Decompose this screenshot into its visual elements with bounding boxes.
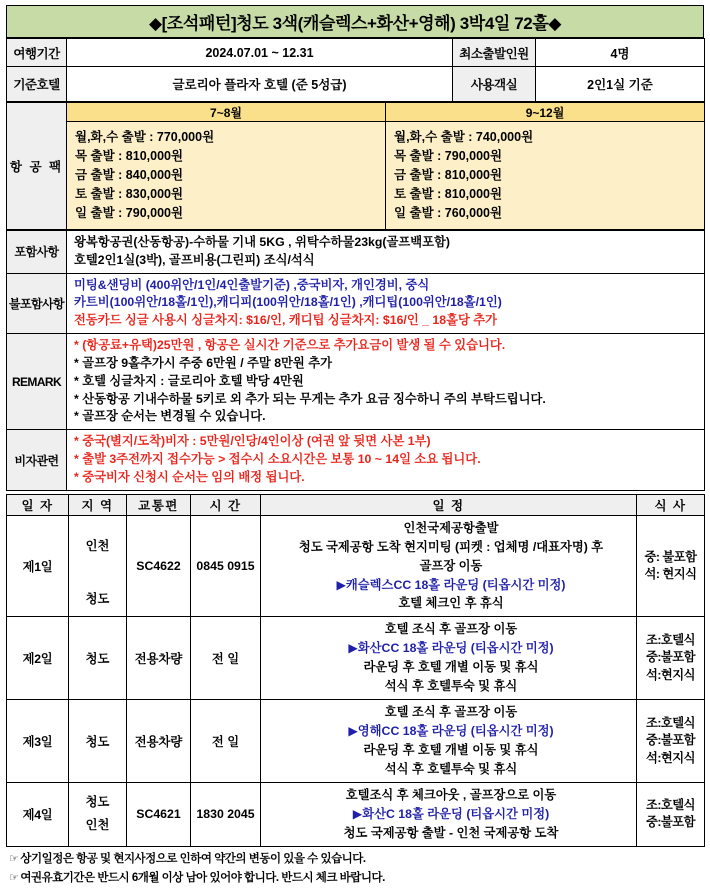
region-destination: 청도 xyxy=(85,592,110,607)
schedule-line: 석식 후 호텔투숙 및 휴식 xyxy=(384,761,518,776)
row-transport: 전용차량 xyxy=(127,617,191,700)
region-destination: 인천 xyxy=(85,818,110,833)
schedule-line: 호텔조식 후 체크아웃 , 골프장으로 이동 xyxy=(345,787,557,802)
min-pax-value: 4명 xyxy=(536,39,705,67)
fare-line: 월,화,수 출발 : 770,000원 xyxy=(75,130,215,144)
row-transport: 전용차량 xyxy=(127,700,191,783)
excluded-row xyxy=(7,273,705,333)
row-meals xyxy=(637,515,705,617)
row-region: 청도 xyxy=(69,700,127,783)
excluded-body xyxy=(67,273,705,333)
row-day: 제3일 xyxy=(7,700,69,783)
remark-row xyxy=(7,334,705,430)
row-time: 전 일 xyxy=(191,700,261,783)
fare-line: 월,화,수 출발 : 740,000원 xyxy=(394,130,534,144)
table-row xyxy=(7,700,705,783)
row-schedule xyxy=(261,515,637,617)
col-header-transport: 교통편 xyxy=(127,494,191,515)
footer-note-text: 여권유효기간은 반드시 6개월 이상 남아 있어야 합니다. 반드시 체크 바랍니다. xyxy=(20,872,385,885)
visa-body xyxy=(67,430,705,490)
footer-note xyxy=(9,850,704,870)
pointing-hand-icon: ☞ xyxy=(9,872,19,885)
remark-line: * (항공료+유택)25만원 , 항공은 실시간 기준으로 추가요금이 발생 될 수 있습니다. xyxy=(74,338,506,353)
fare-line: 금 출발 : 810,000원 xyxy=(394,168,503,182)
region-origin: 청도 xyxy=(85,794,110,809)
pointing-hand-icon: ☞ xyxy=(9,852,19,865)
included-label: 포함사항 xyxy=(7,231,67,274)
schedule-line-highlight: ▶캐슬렉스CC 18홀 라운딩 (티옵시간 미정) xyxy=(336,577,566,592)
hotel-label: 기준호텔 xyxy=(7,67,67,102)
fare-col-0-body xyxy=(67,122,386,230)
row-region: 청도 xyxy=(69,617,127,700)
included-row xyxy=(7,231,705,274)
col-header-day: 일 자 xyxy=(7,494,69,515)
col-header-time: 시 간 xyxy=(191,494,261,515)
fare-line: 목 출발 : 790,000원 xyxy=(394,149,503,163)
schedule-line-highlight: ▶화산C 18홀 라운딩 (티옵시간 미정) xyxy=(352,806,550,821)
schedule-line: 라운딩 후 호텔 개별 이동 및 휴식 xyxy=(363,660,539,675)
remark-label: REMARK xyxy=(7,334,67,430)
region-origin: 인천 xyxy=(85,538,110,553)
hotel-value: 글로리아 플라자 호텔 (준 5성급) xyxy=(67,67,453,102)
room-label: 사용객실 xyxy=(453,67,536,102)
page-title: ◆[조석패턴]청도 3색(캐슬렉스+화산+영해) 3박4일 72홀◆ xyxy=(7,6,704,38)
fare-line: 토 출발 : 830,000원 xyxy=(75,187,184,201)
row-meals xyxy=(637,700,705,783)
remark-line: * 골프장 순서는 변경될 수 있습니다. xyxy=(74,409,266,424)
meal-line: 중:불포함 xyxy=(645,733,696,748)
row-day: 제4일 xyxy=(7,782,69,846)
row-day: 제2일 xyxy=(7,617,69,700)
row-time: 전 일 xyxy=(191,617,261,700)
row-day: 제1일 xyxy=(7,515,69,617)
row-transport: SC4622 xyxy=(127,515,191,617)
remark-line: * 골프장 9홀추가시 주중 6만원 / 주말 8만원 추가 xyxy=(74,355,332,370)
row-meals xyxy=(637,782,705,846)
schedule-line: 호텔 조식 후 골프장 이동 xyxy=(384,705,518,720)
meal-line: 조:호텔식 xyxy=(645,633,696,648)
table-row xyxy=(7,617,705,700)
schedule-line: 골프장 이동 xyxy=(419,558,483,573)
visa-line: * 중국비자 신청시 순서는 임의 배정 됩니다. xyxy=(74,469,305,484)
meal-line: 조:호텔식 xyxy=(645,715,696,730)
footer-note-text: 상기일정은 항공 및 현지사정으로 인하여 약간의 변동이 있을 수 있습니다. xyxy=(20,852,366,865)
row-region xyxy=(69,515,127,617)
schedule-line: 라운딩 후 호텔 개별 이동 및 휴식 xyxy=(363,742,539,757)
room-value: 2인1실 기준 xyxy=(536,67,705,102)
excluded-label: 불포함사항 xyxy=(7,273,67,333)
schedule-line: 청도 국제공항 출발 - 인천 국제공항 도착 xyxy=(343,825,559,840)
fare-line: 목 출발 : 810,000원 xyxy=(75,149,184,163)
schedule-line: 호텔 조식 후 골프장 이동 xyxy=(384,622,518,637)
airfare-table xyxy=(6,102,705,230)
meal-line: 중: 불포함 xyxy=(644,549,697,564)
fare-col-1-body xyxy=(386,122,705,230)
remark-body xyxy=(67,334,705,430)
meal-line: 중:불포함 xyxy=(645,815,696,830)
meal-line: 석:현지식 xyxy=(645,750,696,765)
schedule-line: 청도 국제공항 도착 현지미팅 (피켓 : 업체명 /대표자명) 후 xyxy=(298,539,604,554)
schedule-line: 인천국제공항출발 xyxy=(403,520,499,535)
period-value: 2024.07.01 ~ 12.31 xyxy=(67,39,453,67)
meal-line: 석: 현지식 xyxy=(644,567,697,582)
footer-note xyxy=(9,869,704,889)
footer-notes xyxy=(6,850,704,890)
fare-line: 금 출발 : 840,000원 xyxy=(75,168,184,182)
table-row xyxy=(7,515,705,617)
info-row-period xyxy=(7,39,705,67)
excluded-line: 카트비(100위안/18홀/1인),캐디피(100위안/18홀/1인) ,캐디팁(100위안/18홀/1인) xyxy=(74,295,502,310)
fare-label: 항 공 팩 xyxy=(7,103,67,230)
meal-line: 석:현지식 xyxy=(645,667,696,682)
included-body xyxy=(67,231,705,274)
itinerary-header-row xyxy=(7,494,705,515)
included-line: 왕복항공권(산동항공)-수하물 기내 5KG , 위탁수하물23kg(골프백포함) xyxy=(74,235,450,249)
period-label: 여행기간 xyxy=(7,39,67,67)
schedule-line: 석식 후 호텔투숙 및 휴식 xyxy=(384,679,518,694)
fare-body-row xyxy=(7,122,705,230)
table-row xyxy=(7,782,705,846)
included-line: 호텔2인1실(3박), 골프비용(그린피) 조식/석식 xyxy=(74,252,315,267)
visa-row xyxy=(7,430,705,490)
row-schedule xyxy=(261,782,637,846)
row-meals xyxy=(637,617,705,700)
excluded-line: 미팅&샌딩비 (400위안/1인/4인출발기준) ,중국비자, 개인경비, 중식 xyxy=(74,277,430,292)
fare-col-0-header: 7~8월 xyxy=(67,103,386,122)
info-row-hotel xyxy=(7,67,705,102)
row-region xyxy=(69,782,127,846)
itinerary-table xyxy=(6,494,705,847)
fare-header-row xyxy=(7,103,705,122)
meal-line: 중:불포함 xyxy=(645,650,696,665)
remark-line: * 호텔 싱글차지 : 글로리아 호텔 박당 4만원 xyxy=(74,373,304,388)
fare-line: 일 출발 : 760,000원 xyxy=(394,206,503,220)
title-table xyxy=(6,5,704,38)
meal-line: 조:호텔식 xyxy=(645,797,696,812)
visa-line: * 출발 3주전까지 접수가능 > 접수시 소요시간은 보통 10 ~ 14일 소요 됩니다. xyxy=(74,452,481,467)
row-transport: SC4621 xyxy=(127,782,191,846)
visa-label: 비자관련 xyxy=(7,430,67,490)
title-row xyxy=(7,6,704,38)
row-schedule xyxy=(261,617,637,700)
row-time: 0845 0915 xyxy=(191,515,261,617)
schedule-line: 호텔 체크인 후 휴식 xyxy=(398,596,504,611)
remark-line: * 산동항공 기내수하물 5키로 외 추가 되는 무게는 추가 요금 징수하니 주의 부탁드립니다. xyxy=(74,391,546,406)
col-header-region: 지 역 xyxy=(69,494,127,515)
schedule-line-highlight: ▶화산CC 18홀 라운딩 (티옵시간 미정) xyxy=(348,641,554,656)
col-header-schedule: 일 정 xyxy=(261,494,637,515)
excluded-line: 전동카드 싱글 사용시 싱글차지: $16/인, 캐디팁 싱글차지: $16/인 _ 18홀당 추가 xyxy=(74,313,498,328)
visa-line: * 중국(별지/도착)비자 : 5만원/인당/4인이상 (여권 앞 뒷면 사본 1부) xyxy=(74,434,431,449)
notes-table xyxy=(6,230,705,491)
col-header-meal: 식 사 xyxy=(637,494,705,515)
fare-col-1-header: 9~12월 xyxy=(386,103,705,122)
fare-line: 일 출발 : 790,000원 xyxy=(75,206,184,220)
fare-line: 토 출발 : 810,000원 xyxy=(394,187,503,201)
min-pax-label: 최소출발인원 xyxy=(453,39,536,67)
row-time: 1830 2045 xyxy=(191,782,261,846)
trip-info-table xyxy=(6,38,705,102)
schedule-line-highlight: ▶영해CC 18홀 라운딩 (티옵시간 미정) xyxy=(348,723,554,738)
row-schedule xyxy=(261,700,637,783)
